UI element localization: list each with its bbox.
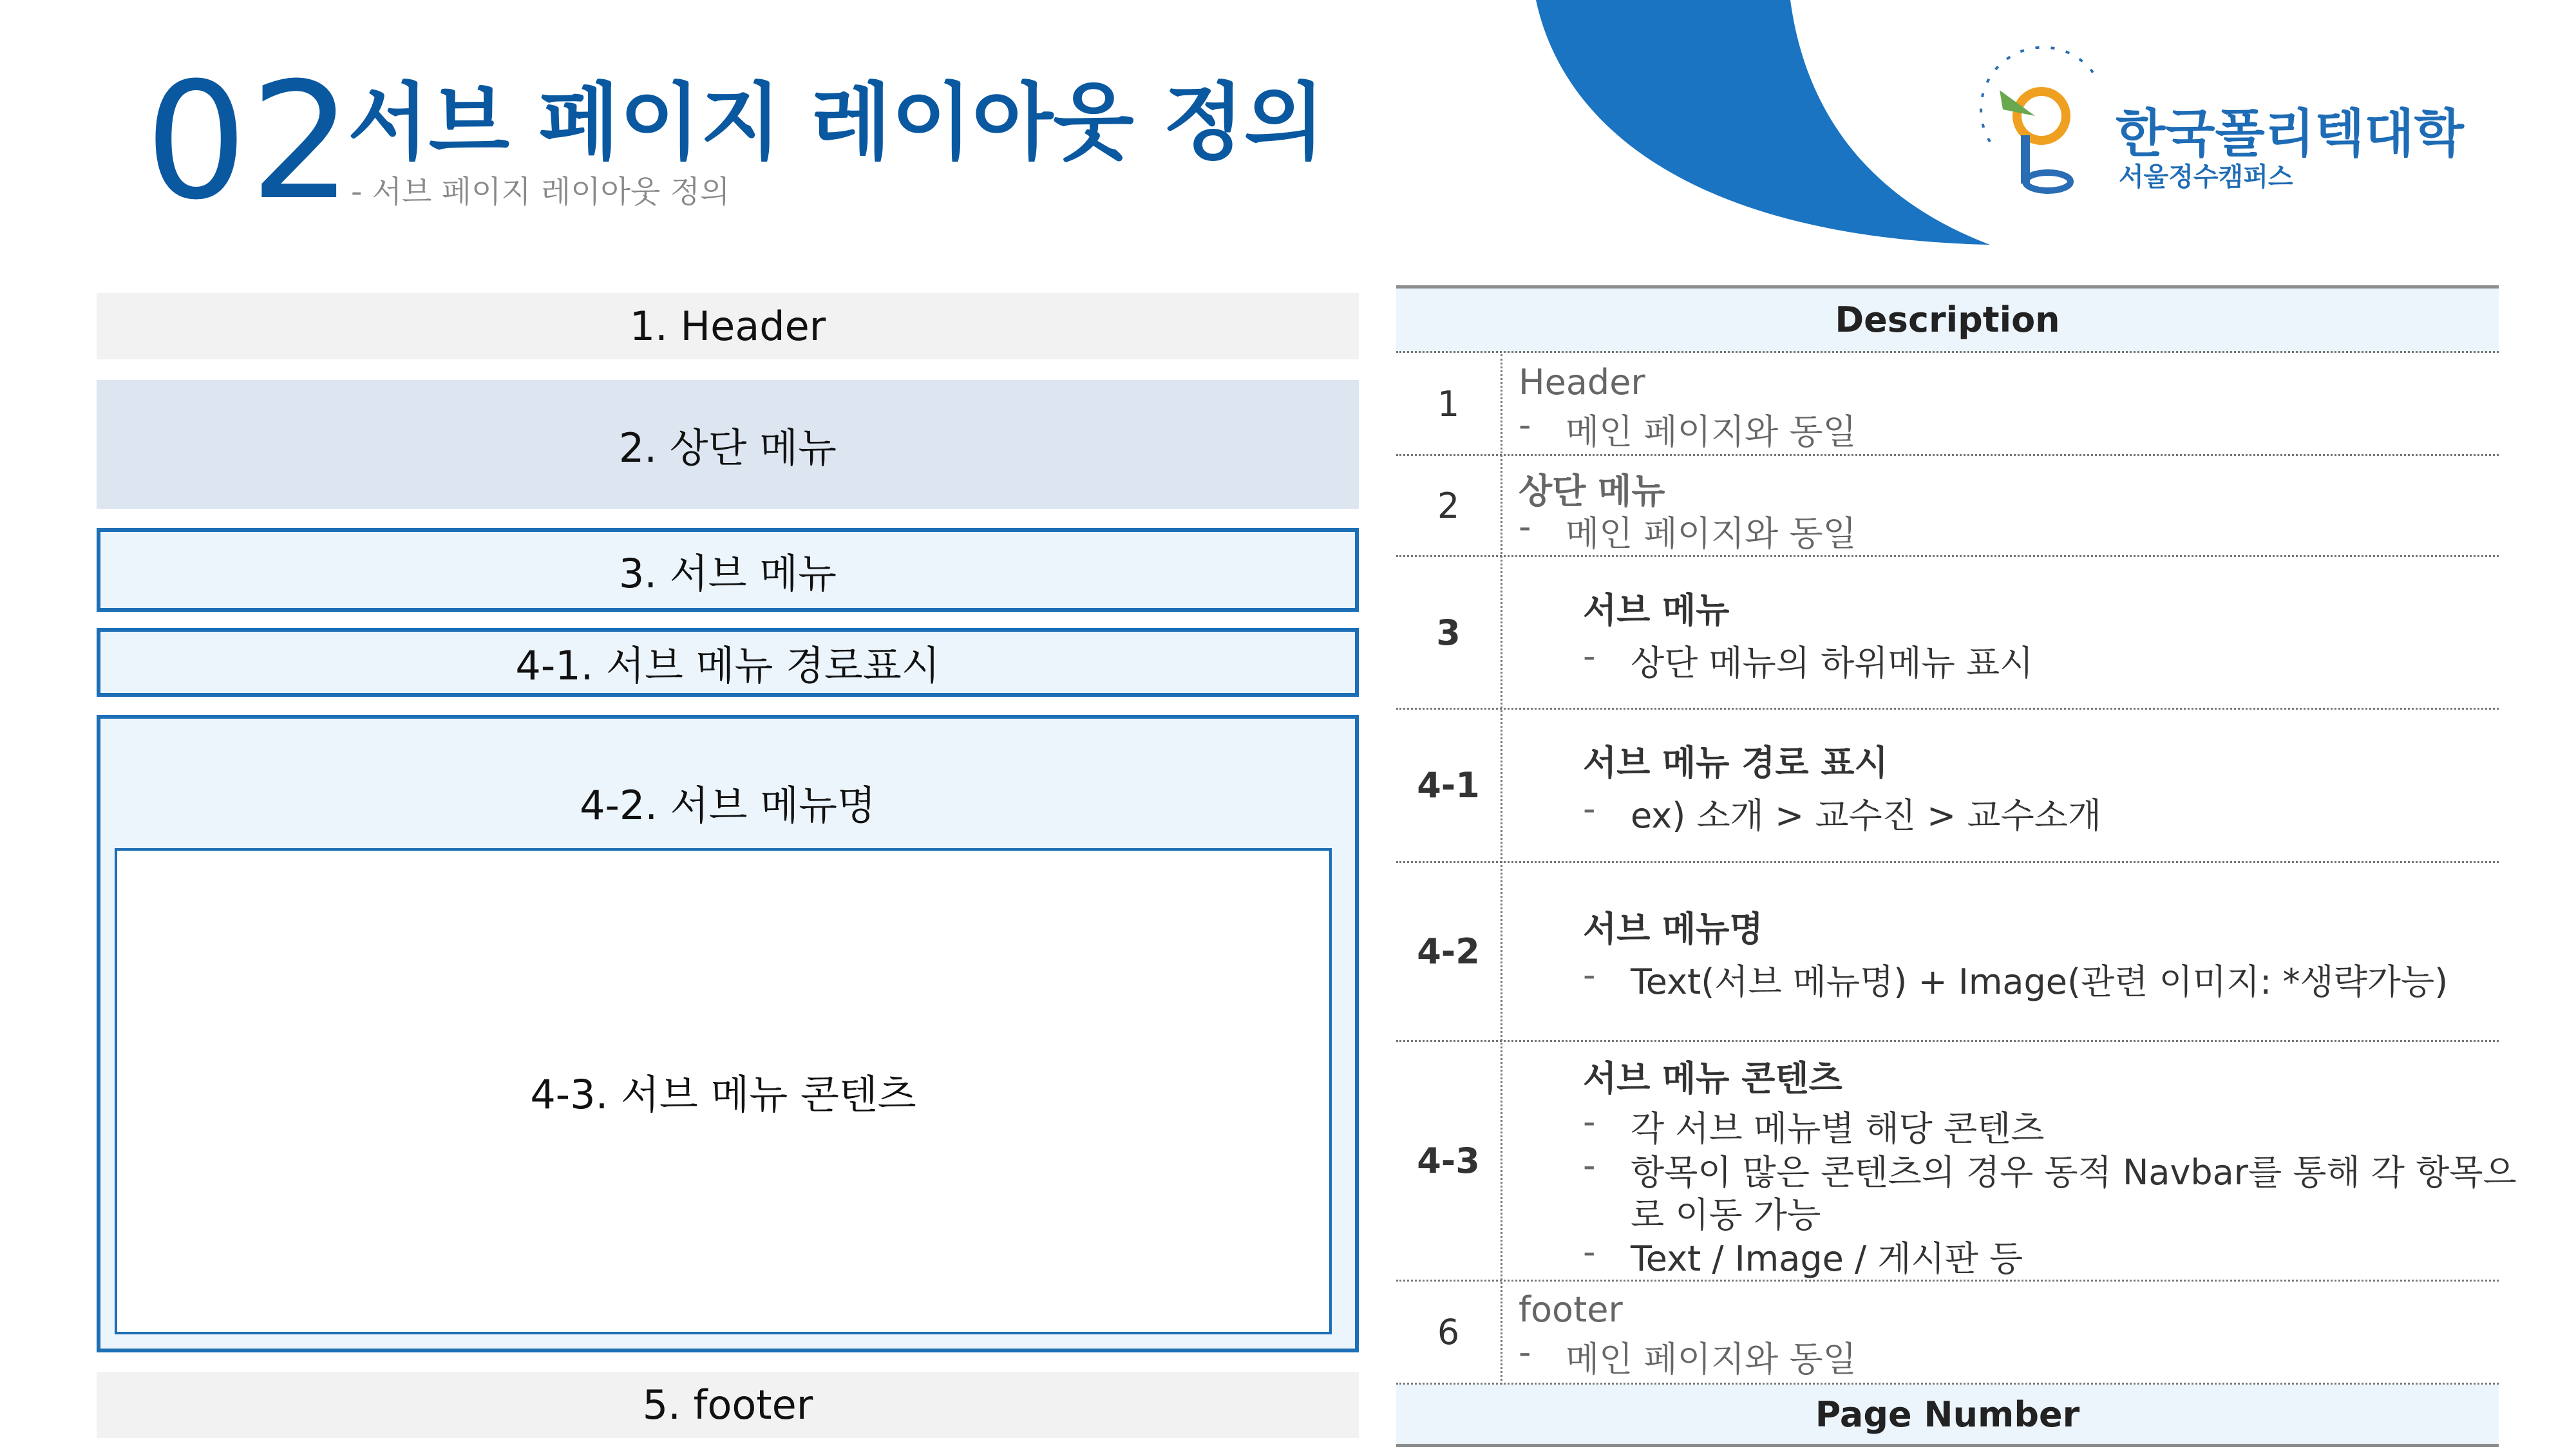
row-number: 4-2 (1417, 931, 1480, 972)
table-footer: Page Number (1396, 1385, 2499, 1447)
row-number: 2 (1437, 485, 1460, 526)
layout-sub-menu-box: 3. 서브 메뉴 (97, 528, 1359, 612)
table-row (1396, 1282, 2499, 1385)
layout-sub-menu-path-box: 4-1. 서브 메뉴 경로표시 (97, 628, 1359, 697)
table-row (1396, 354, 2499, 456)
row-number: 4-3 (1417, 1141, 1480, 1181)
bullet-dash: - (1583, 636, 1596, 676)
row-title: 서브 메뉴 (1583, 590, 1730, 630)
row-line: 로 이동 가능 (1631, 1195, 1821, 1235)
row-title: footer (1519, 1289, 1623, 1330)
layout-sub-menu-name-box: 4-2. 서브 메뉴명 (97, 715, 1359, 1352)
layout-sub-menu-content-box: 4-3. 서브 메뉴 콘텐츠 (115, 848, 1332, 1334)
layout-top-menu-box: 2. 상단 메뉴 (97, 380, 1359, 509)
row-line: Text(서브 메뉴명) + Image(관련 이미지: *생략가능) (1631, 961, 2448, 1002)
row-line: 상단 메뉴의 하위메뉴 표시 (1631, 643, 2034, 683)
page-subtitle: - 서브 페이지 레이아웃 정의 (351, 174, 730, 210)
table-row (1396, 1042, 2517, 1282)
polytechnic-emblem-icon (1964, 39, 2112, 200)
row-number: 6 (1437, 1312, 1460, 1352)
logo-name: 한국폴리텍대학 (2116, 104, 2464, 164)
table-row (1396, 456, 2499, 557)
row-number: 1 (1437, 384, 1460, 424)
row-number: 3 (1436, 612, 1461, 653)
bullet-dash: - (1519, 1332, 1531, 1372)
bullet-dash: - (1583, 1145, 1596, 1186)
bullet-dash: - (1519, 404, 1531, 445)
row-title: 서브 메뉴명 (1583, 909, 1763, 949)
row-title: 상단 메뉴 (1519, 471, 1665, 511)
row-number: 4-1 (1417, 765, 1480, 806)
row-line: 각 서브 메뉴별 해당 콘텐츠 (1631, 1108, 2045, 1149)
logo-campus: 서울정수캠퍼스 (2119, 162, 2293, 192)
row-title: 서브 메뉴 콘텐츠 (1583, 1058, 1842, 1099)
table-header: Description (1396, 289, 2499, 353)
table-row (1396, 710, 2499, 863)
page-title: 서브 페이지 레이아웃 정의 (348, 73, 1325, 171)
row-line: ex) 소개 > 교수진 > 교수소개 (1631, 795, 2102, 836)
row-line: Text / Image / 게시판 등 (1631, 1238, 2023, 1279)
row-title: 서브 메뉴 경로 표시 (1583, 743, 1888, 783)
table-row (1396, 863, 2499, 1042)
row-title: Header (1519, 362, 1645, 402)
section-number: 02 (145, 48, 355, 235)
layout-header-box: 1. Header (97, 293, 1359, 359)
row-line: 메인 페이지와 동일 (1566, 513, 1857, 554)
layout-footer-box: 5. footer (97, 1372, 1359, 1438)
bullet-dash: - (1583, 1231, 1596, 1272)
bullet-dash: - (1583, 788, 1596, 829)
bullet-dash: - (1583, 1101, 1596, 1142)
bullet-dash: - (1583, 954, 1596, 995)
row-line: 메인 페이지와 동일 (1566, 412, 1857, 452)
row-line: 메인 페이지와 동일 (1566, 1339, 1857, 1379)
bullet-dash: - (1519, 506, 1531, 547)
table-row (1396, 557, 2499, 710)
row-line: 항목이 많은 콘텐츠의 경우 동적 Navbar를 통해 각 항목으 (1631, 1152, 2517, 1193)
